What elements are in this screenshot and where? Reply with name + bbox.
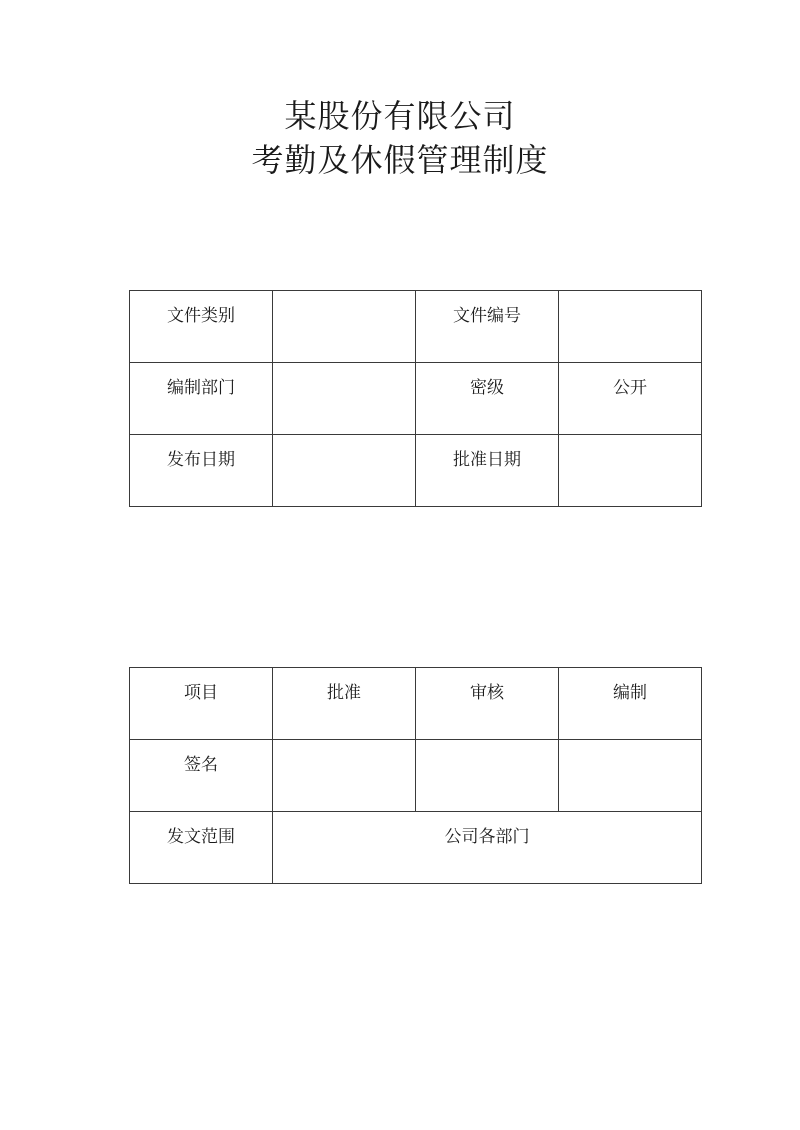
table-cell-value [559,363,702,435]
table-row [130,740,702,812]
cell-text: 文件类别 [167,306,235,326]
document-title-company: 某股份有限公司 [284,97,516,135]
table-cell-value [559,291,702,363]
cell-text: 批准 [327,683,361,703]
cell-text [416,740,558,754]
approval-signature-table [129,667,702,884]
cell-text [273,291,415,305]
cell-text: 文件编号 [453,306,521,326]
cell-text [273,363,415,377]
table-cell-label [416,435,559,507]
table-cell-value [273,363,416,435]
cell-text: 项目 [184,683,218,703]
table-row [130,812,702,884]
table-cell-label [416,363,559,435]
cell-text: 审核 [470,683,504,703]
cell-text: 编制部门 [167,378,235,398]
table-cell-label [130,291,273,363]
table-row [130,435,702,507]
cell-text: 编制 [613,683,647,703]
cell-text: 密级 [470,378,504,398]
table-header-cell [416,668,559,740]
table-cell-label [130,812,273,884]
table-cell-value [273,291,416,363]
document-title-policy: 考勤及休假管理制度 [251,141,549,179]
table-header-cell [273,668,416,740]
table-row [130,363,702,435]
cell-text: 批准日期 [453,450,521,470]
cell-text: 公开 [613,378,647,398]
table-cell-label [130,363,273,435]
cell-text [273,435,415,449]
document-info-table [129,290,702,507]
table-cell-value [273,435,416,507]
table-cell-label [130,435,273,507]
cell-text [559,435,701,449]
cell-text: 公司各部门 [444,827,530,847]
table-header-cell [130,668,273,740]
table-header-cell [559,668,702,740]
table-cell-label [130,740,273,812]
cell-text [559,291,701,305]
table-cell-label [416,291,559,363]
cell-text: 发布日期 [167,450,235,470]
cell-text [559,740,701,754]
cell-text: 签名 [184,755,218,775]
table-row [130,291,702,363]
table-header-row [130,668,702,740]
signature-cell-prepare [559,740,702,812]
signature-cell-review [416,740,559,812]
cell-text: 发文范围 [167,827,235,847]
cell-text [273,740,415,754]
distribution-scope-cell [273,812,702,884]
table-cell-value [559,435,702,507]
signature-cell-approve [273,740,416,812]
